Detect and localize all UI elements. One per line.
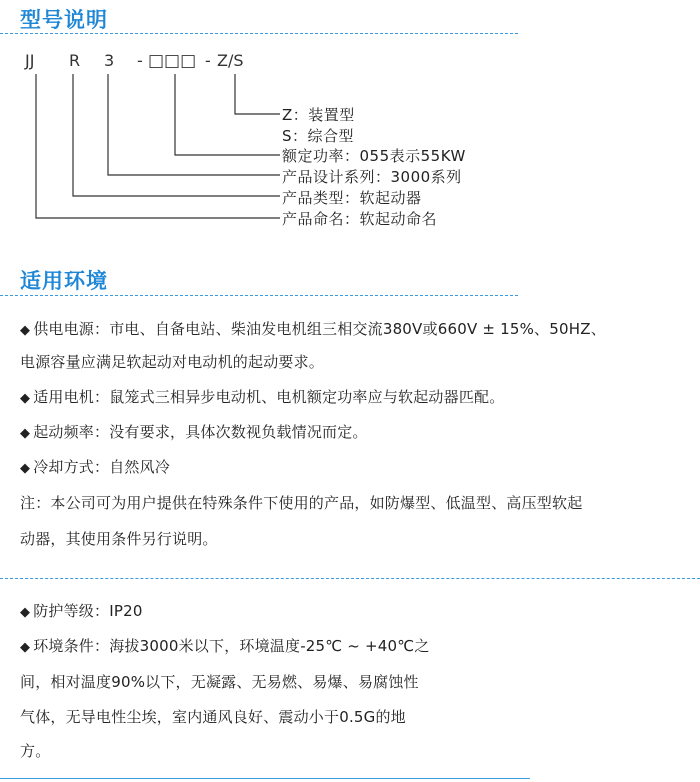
protect-text: 气体，无导电性尘埃，室内通风良好、震动小于0.5G的地	[20, 708, 406, 726]
bullet-icon: ◆	[20, 605, 31, 620]
bullet-icon: ◆	[20, 426, 31, 441]
protect-conditions-cont-3	[20, 740, 50, 761]
protect-text: 海拔3000米以下，环境温度-25℃ ~ +40℃之	[109, 637, 430, 655]
env-power-supply-cont	[20, 351, 324, 372]
env-bottom-divider	[0, 578, 700, 579]
bracket-series	[108, 74, 280, 175]
code-power-boxes: □□□	[148, 51, 197, 71]
env-text: 市电、自备电站、柴油发电机组三相交流380V或660V ± 15%、50HZ、	[109, 320, 606, 338]
code-dash-2: -	[205, 51, 211, 70]
protect-text: 方。	[20, 742, 51, 760]
env-note	[20, 492, 582, 513]
protect-conditions-cont-1	[20, 671, 419, 692]
bullet-icon: ◆	[20, 640, 31, 655]
protect-conditions-cont-2	[20, 706, 406, 727]
protect-conditions	[20, 635, 430, 656]
protect-level	[20, 600, 143, 621]
bracket-zs	[235, 74, 280, 114]
env-cooling	[20, 456, 170, 477]
legend-type: 产品类型：软起动器	[282, 189, 422, 207]
model-section-title: 型号说明	[20, 8, 108, 32]
bullet-icon: ◆	[20, 391, 31, 406]
env-text: 没有要求，具体次数视负载情况而定。	[109, 423, 368, 441]
env-label: 起动频率：	[33, 423, 110, 441]
env-motor	[20, 386, 504, 407]
env-text: 动器，其使用条件另行说明。	[20, 530, 218, 548]
bullet-icon: ◆	[20, 323, 31, 338]
bracket-type	[73, 74, 280, 196]
env-label: 适用电机：	[33, 388, 110, 406]
legend-s: S：综合型	[282, 127, 355, 145]
env-text: 电源容量应满足软起动对电动机的起动要求。	[20, 353, 325, 371]
code-suffix-zs: Z/S	[217, 51, 244, 70]
legend-z: Z：装置型	[282, 106, 355, 124]
protect-label: 防护等级：	[33, 602, 110, 620]
protect-text: IP20	[109, 602, 143, 620]
env-text: 自然风冷	[109, 458, 171, 476]
code-type-r: R	[69, 51, 81, 70]
env-section-title: 适用环境	[20, 269, 108, 293]
legend-series: 产品设计系列：3000系列	[282, 168, 462, 186]
code-dash-1: -	[137, 51, 143, 70]
code-series-3: 3	[104, 51, 115, 70]
env-label: 供电电源：	[33, 320, 110, 338]
legend-name: 产品命名：软起动命名	[282, 210, 438, 228]
env-text: 注：本公司可为用户提供在特殊条件下使用的产品，如防爆型、低温型、高压型软起	[20, 494, 583, 512]
env-label: 冷却方式：	[33, 458, 110, 476]
env-title-divider	[0, 295, 518, 296]
bullet-icon: ◆	[20, 461, 31, 476]
legend-power: 额定功率：055表示55KW	[282, 147, 466, 165]
protect-label: 环境条件：	[33, 637, 110, 655]
env-start-frequency	[20, 421, 368, 442]
protect-text: 间，相对温度90%以下，无凝露、无易燃、易爆、易腐蚀性	[20, 673, 419, 691]
page-bottom-divider	[0, 778, 530, 779]
env-note-cont	[20, 528, 218, 549]
code-prefix-jj: JJ	[25, 51, 35, 70]
env-power-supply	[20, 318, 606, 339]
env-text: 鼠笼式三相异步电动机、电机额定功率应与软起动器匹配。	[109, 388, 505, 406]
